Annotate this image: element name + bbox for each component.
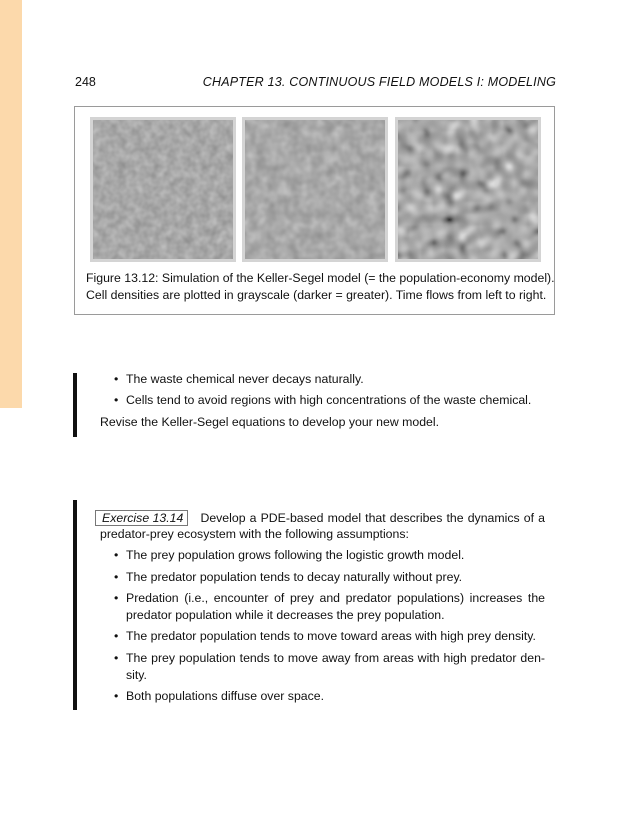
list-item bbox=[114, 628, 536, 645]
list-item-text: Cells tend to avoid regions with high concentrations of the waste chemical. bbox=[126, 393, 532, 407]
simulation-panel-t1 bbox=[242, 117, 388, 262]
panel-texture-2 bbox=[245, 120, 385, 259]
intro-word: of bbox=[523, 511, 535, 525]
list-item bbox=[114, 392, 531, 409]
exercise-intro-line-2: predator-prey ecosystem with the following assumptions: bbox=[100, 527, 409, 541]
bullet-glyph: • bbox=[114, 629, 119, 643]
page-number: 248 bbox=[75, 75, 96, 89]
intro-word: a bbox=[249, 511, 257, 525]
bullet-glyph: • bbox=[114, 591, 119, 605]
intro-word: Develop bbox=[200, 511, 246, 525]
list-item-text: The prey population grows following the logistic growth model. bbox=[126, 548, 465, 562]
list-item-text-line-2: predator population while it decreases the prey population. bbox=[126, 607, 445, 622]
list-item bbox=[114, 371, 364, 388]
list-item-text: The waste chemical never decays naturally. bbox=[126, 372, 364, 386]
figure-caption bbox=[86, 270, 555, 304]
page-header bbox=[75, 75, 556, 91]
list-item-text-line-1: The prey population tends to move away from areas with high predator den- bbox=[126, 651, 545, 665]
panel-texture-3 bbox=[398, 120, 538, 259]
list-item-text-line-1: Predation (i.e., encounter of prey and predator populations) increases the bbox=[126, 591, 545, 605]
intro-word: a bbox=[538, 511, 545, 525]
intro-word: PDE-based bbox=[260, 511, 324, 525]
page-side-strip bbox=[0, 0, 22, 408]
intro-word: describes bbox=[389, 511, 443, 525]
caption-line-1: Figure 13.12: Simulation of the Keller-Segel model (= the population-economy model). bbox=[86, 271, 555, 285]
exercise-closing-text: Revise the Keller-Segel equations to develop your new model. bbox=[100, 415, 440, 429]
exercise-rule-bar bbox=[73, 373, 77, 437]
caption-line-2: Cell densities are plotted in grayscale (darker = greater). Time flows from left to right. bbox=[86, 288, 547, 302]
bullet-glyph: • bbox=[114, 393, 119, 407]
exercise-rule-bar bbox=[73, 500, 77, 710]
bullet-glyph: • bbox=[114, 548, 119, 562]
list-item-text-line-2: sity. bbox=[126, 667, 147, 682]
simulation-panel-t2 bbox=[395, 117, 541, 262]
bullet-glyph: • bbox=[114, 689, 119, 703]
bullet-glyph: • bbox=[114, 372, 119, 386]
exercise-label: Exercise 13.14 bbox=[95, 510, 188, 526]
list-item bbox=[114, 590, 545, 623]
exercise-intro-line-1 bbox=[95, 510, 545, 527]
intro-word: model bbox=[327, 511, 362, 525]
intro-word: that bbox=[365, 511, 386, 525]
list-item bbox=[114, 547, 464, 564]
figure-13-12 bbox=[74, 106, 555, 315]
list-item-text: Both populations diffuse over space. bbox=[126, 689, 325, 703]
bullet-glyph: • bbox=[114, 651, 119, 665]
list-item-text: The predator population tends to decay naturally without prey. bbox=[126, 570, 463, 584]
chapter-title: CHAPTER 13. CONTINUOUS FIELD MODELS I: MODELING bbox=[202, 75, 556, 89]
intro-word: dynamics bbox=[467, 511, 520, 525]
simulation-panel-t0 bbox=[90, 117, 236, 262]
intro-word: the bbox=[446, 511, 464, 525]
list-item bbox=[114, 650, 545, 683]
list-item bbox=[114, 688, 324, 705]
list-item bbox=[114, 569, 462, 586]
bullet-glyph: • bbox=[114, 570, 119, 584]
list-item-text: The predator population tends to move toward areas with high prey density. bbox=[126, 629, 536, 643]
panel-texture-1 bbox=[93, 120, 233, 259]
